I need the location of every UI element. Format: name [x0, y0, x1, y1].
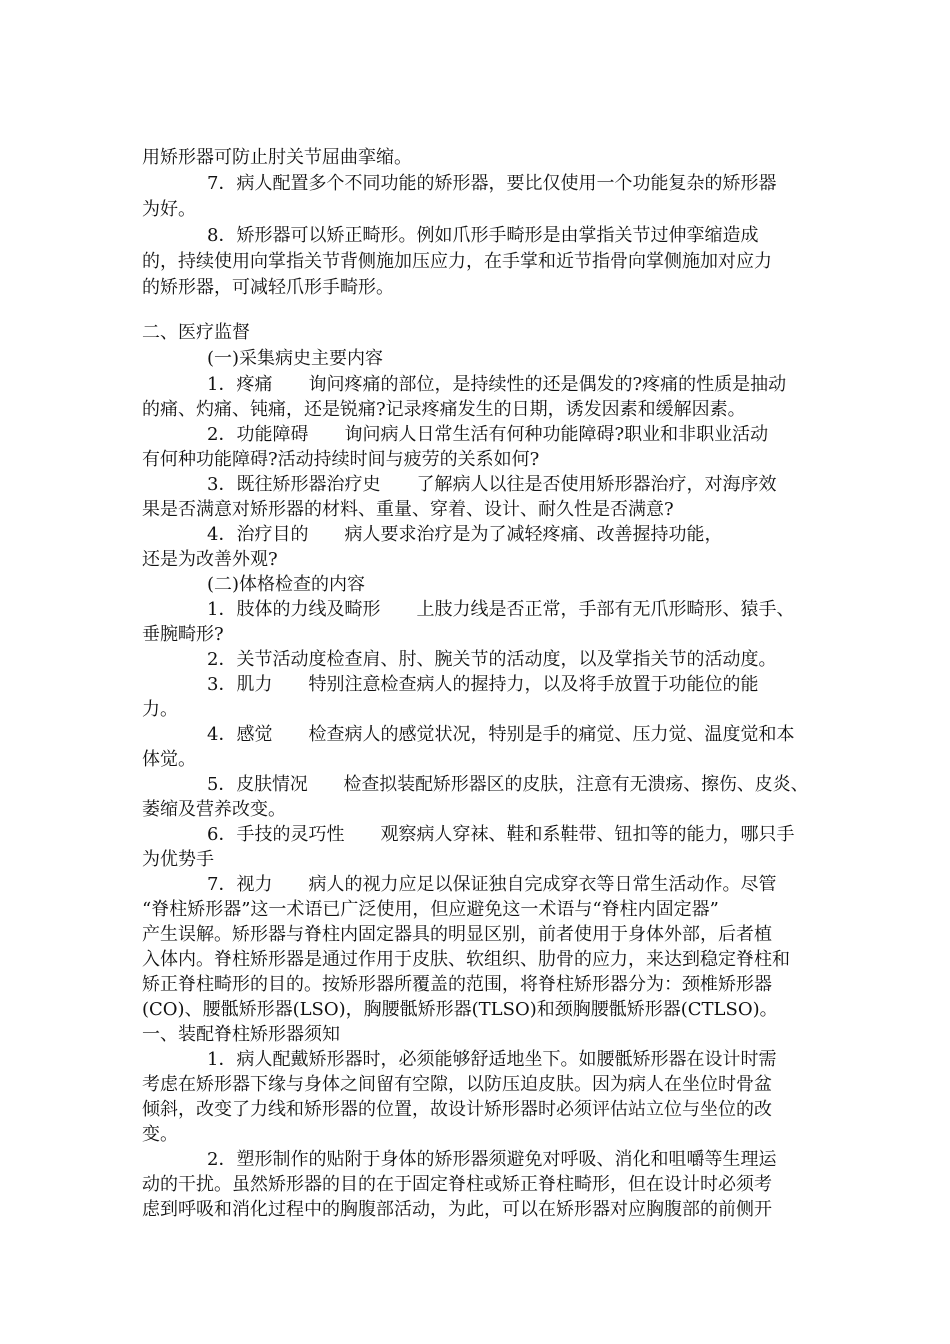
- text-line: 还是为改善外观?: [142, 549, 278, 570]
- section-heading: 一、装配脊柱矫形器须知: [142, 1024, 340, 1045]
- text-line: 果是否满意对矫形器的材料、重量、穿着、设计、耐久性是否满意?: [142, 499, 674, 520]
- text-line: 7．病人配置多个不同功能的矫形器，要比仅使用一个功能复杂的矫形器: [207, 173, 777, 194]
- text-line: 变。: [142, 1124, 178, 1145]
- text-line: 2．塑形制作的贴附于身体的矫形器须避免对呼吸、消化和咀嚼等生理运: [207, 1149, 777, 1170]
- text-line: 的，持续使用向掌指关节背侧施加压应力，在手掌和近节指骨向掌侧施加对应力: [142, 251, 772, 272]
- text-line: 倾斜，改变了力线和矫形器的位置，故设计矫形器时必须评估站立位与坐位的改: [142, 1099, 772, 1120]
- text-line: 3．既往矫形器治疗史 了解病人以往是否使用矫形器治疗，对海序效: [207, 474, 777, 495]
- text-line: 1．病人配戴矫形器时，必须能够舒适地坐下。如腰骶矫形器在设计时需: [207, 1049, 777, 1070]
- text-line: 1．肢体的力线及畸形 上肢力线是否正常，手部有无爪形畸形、猿手、: [207, 599, 795, 620]
- text-line: 4．感觉 检查病人的感觉状况，特别是手的痛觉、压力觉、温度觉和本: [207, 724, 795, 745]
- text-line: 垂腕畸形?: [142, 624, 224, 645]
- text-line: 2．关节活动度检查肩、肘、腕关节的活动度，以及掌指关节的活动度。: [207, 649, 777, 670]
- section-heading: 二、医疗监督: [142, 322, 250, 343]
- text-line: 产生误解。矫形器与脊柱内固定器具的明显区别，前者使用于身体外部，后者植: [142, 924, 772, 945]
- text-line: 入体内。脊柱矫形器是通过作用于皮肤、软组织、肋骨的应力，来达到稳定脊柱和: [142, 949, 790, 970]
- text-line: 2．功能障碍 询问病人日常生活有何种功能障碍?职业和非职业活动: [207, 424, 769, 445]
- text-line: 萎缩及营养改变。: [142, 799, 286, 820]
- text-line: 体觉。: [142, 749, 196, 770]
- text-line: 7．视力 病人的视力应足以保证独自完成穿衣等日常生活动作。尽管: [207, 874, 777, 895]
- text-line: 1．疼痛 询问疼痛的部位，是持续性的还是偶发的?疼痛的性质是抽动: [207, 374, 787, 395]
- text-line: 有何种功能障碍?活动持续时间与疲劳的关系如何?: [142, 449, 540, 470]
- text-line: 为好。: [142, 199, 196, 220]
- text-line: 虑到呼吸和消化过程中的胸腹部活动，为此，可以在矫形器对应胸腹部的前侧开: [142, 1199, 772, 1220]
- text-line: 用矫形器可防止肘关节屈曲挛缩。: [142, 147, 412, 168]
- text-line: 矫正脊柱畸形的目的。按矫形器所覆盖的范围，将脊柱矫形器分为：颈椎矫形器: [142, 974, 772, 995]
- text-line: 为优势手: [142, 849, 214, 870]
- subsection-heading: (一)采集病史主要内容: [207, 348, 384, 369]
- text-line: 力。: [142, 699, 178, 720]
- text-line: (CO)、腰骶矫形器(LSO)，胸腰骶矫形器(TLSO)和颈胸腰骶矫形器(CTLSO)。: [142, 999, 778, 1020]
- text-line: 6．手技的灵巧性 观察病人穿袜、鞋和系鞋带、钮扣等的能力，哪只手: [207, 824, 795, 845]
- text-line: 动的干扰。虽然矫形器的目的在于固定脊柱或矫正脊柱畸形，但在设计时必须考: [142, 1174, 772, 1195]
- text-line: 3．肌力 特别注意检查病人的握持力，以及将手放置于功能位的能: [207, 674, 759, 695]
- text-line: 8．矫形器可以矫正畸形。例如爪形手畸形是由掌指关节过伸挛缩造成: [207, 225, 759, 246]
- text-line: 4．治疗目的 病人要求治疗是为了减轻疼痛、改善握持功能，: [207, 524, 723, 545]
- text-line: 5．皮肤情况 检查拟装配矫形器区的皮肤，注意有无溃疡、擦伤、皮炎、: [207, 774, 809, 795]
- text-line: “脊柱矫形器”这一术语已广泛使用，但应避免这一术语与“脊柱内固定器”: [142, 899, 719, 920]
- text-line: 的矫形器，可减轻爪形手畸形。: [142, 277, 394, 298]
- subsection-heading: (二)体格检查的内容: [207, 574, 366, 595]
- text-line: 考虑在矫形器下缘与身体之间留有空隙，以防压迫皮肤。因为病人在坐位时骨盆: [142, 1074, 772, 1095]
- text-line: 的痛、灼痛、钝痛，还是锐痛?记录疼痛发生的日期，诱发因素和缓解因素。: [142, 399, 746, 420]
